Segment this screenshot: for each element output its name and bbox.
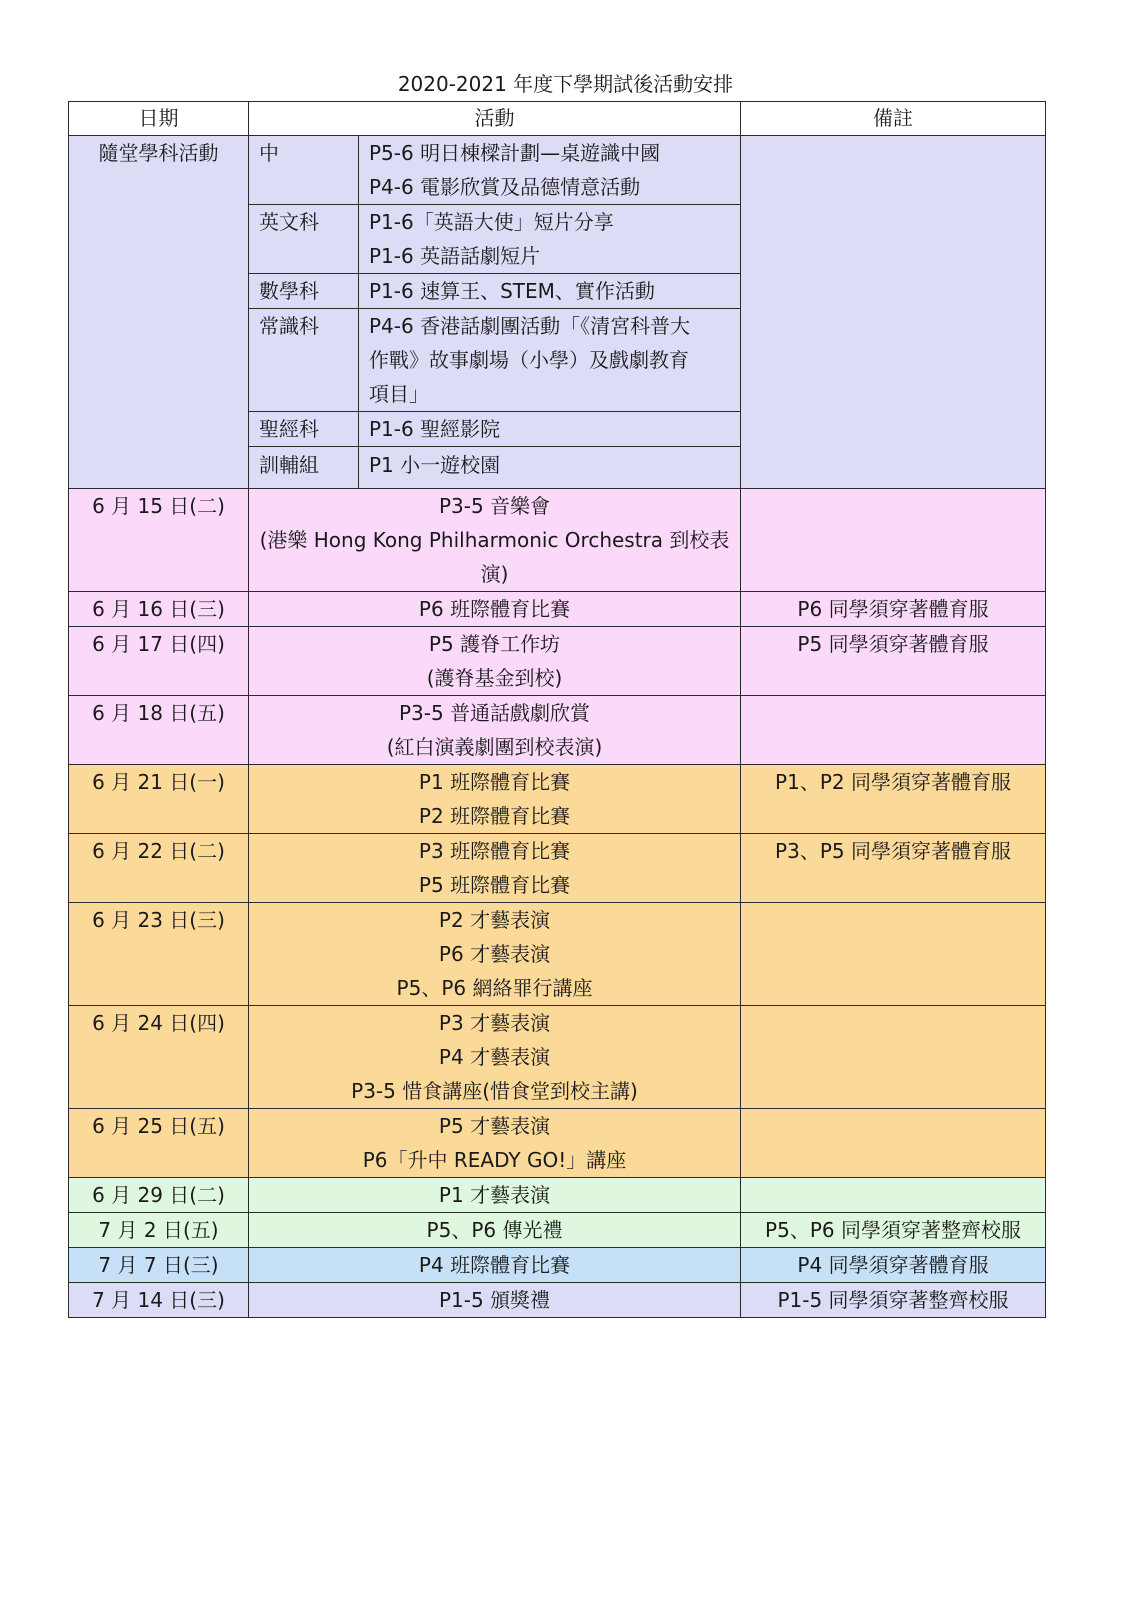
activity-line: P6 才藝表演 (438, 942, 551, 966)
row-date: 6 月 29 日(二) (69, 1178, 249, 1213)
row-date: 6 月 15 日(二) (69, 489, 249, 592)
row-date: 7 月 2 日(五) (69, 1213, 249, 1248)
subject-activities (359, 412, 741, 447)
activity-line: P5、P6 傳光禮 (426, 1218, 563, 1242)
row-remark: P1-5 同學須穿著整齊校服 (741, 1283, 1046, 1318)
row-remark (741, 1178, 1046, 1213)
activity-line: P3-5 音樂會 (438, 494, 551, 518)
activity-line: P6「升中 READY GO!」講座 (362, 1148, 627, 1172)
page-title: 2020-2021 年度下學期試後活動安排 (397, 72, 734, 96)
row-activity (249, 627, 741, 696)
row-activity (249, 1178, 741, 1213)
subject-name: 數學科 (249, 274, 359, 309)
activity-line: P5 護脊工作坊 (428, 632, 561, 656)
subject-name: 英文科 (249, 205, 359, 274)
row-date: 6 月 17 日(四) (69, 627, 249, 696)
subject-activities (359, 447, 741, 489)
activity-line: 作戰》故事劇場（小學）及戲劇教育 (369, 348, 689, 372)
activity-schedule-table (68, 101, 1046, 1318)
row-date: 6 月 21 日(一) (69, 765, 249, 834)
row-date: 6 月 22 日(二) (69, 834, 249, 903)
activity-line: P3-5 惜食講座(惜食堂到校主講) (351, 1079, 638, 1103)
row-remark (741, 1006, 1046, 1109)
row-remark: P3、P5 同學須穿著體育服 (741, 834, 1046, 903)
activity-line: P1-6 速算王、STEM、實作活動 (369, 279, 655, 303)
schedule-row (69, 765, 1046, 834)
schedule-row (69, 834, 1046, 903)
row-remark (741, 696, 1046, 765)
row-remark (741, 1109, 1046, 1178)
row-activity (249, 1109, 741, 1178)
schedule-row (69, 592, 1046, 627)
activity-line: (紅白演義劇團到校表演) (386, 735, 603, 759)
activity-line: P1-6 英語話劇短片 (369, 244, 541, 268)
schedule-row (69, 1006, 1046, 1109)
schedule-row (69, 1109, 1046, 1178)
activity-line: P2 才藝表演 (438, 908, 551, 932)
subject-name: 訓輔組 (249, 447, 359, 489)
schedule-row (69, 1248, 1046, 1283)
activity-line: P1-6 聖經影院 (369, 417, 501, 441)
row-date: 6 月 24 日(四) (69, 1006, 249, 1109)
header-date: 日期 (69, 102, 249, 136)
subject-name: 聖經科 (249, 412, 359, 447)
row-activity (249, 696, 741, 765)
activity-line: P4 才藝表演 (438, 1045, 551, 1069)
activity-line: P4-6 電影欣賞及品德情意活動 (369, 175, 641, 199)
activity-line: P4 班際體育比賽 (418, 1253, 571, 1277)
activity-line: P1 班際體育比賽 (418, 770, 571, 794)
subject-block-remark (741, 136, 1046, 489)
subject-activities (359, 136, 741, 205)
header-remarks: 備註 (741, 102, 1046, 136)
row-activity (249, 1248, 741, 1283)
activity-line: 演) (480, 562, 509, 586)
activity-line: P5、P6 網絡罪行講座 (396, 976, 593, 1000)
subject-activities (359, 274, 741, 309)
row-remark (741, 903, 1046, 1006)
row-activity (249, 1006, 741, 1109)
activity-line: P5-6 明日棟樑計劃—桌遊識中國 (369, 141, 661, 165)
row-activity (249, 834, 741, 903)
row-date: 6 月 25 日(五) (69, 1109, 249, 1178)
subject-activities (359, 205, 741, 274)
row-remark: P5 同學須穿著體育服 (741, 627, 1046, 696)
activity-line: P4-6 香港話劇團活動「《清宮科普大 (369, 314, 691, 338)
row-remark: P1、P2 同學須穿著體育服 (741, 765, 1046, 834)
activity-line: 項目」 (369, 382, 429, 406)
row-date: 7 月 14 日(三) (69, 1283, 249, 1318)
activity-line: P2 班際體育比賽 (418, 804, 571, 828)
activity-line: (護脊基金到校) (426, 666, 563, 690)
activity-line: (港樂 Hong Kong Philharmonic Orchestra 到校表 (259, 528, 730, 552)
row-activity (249, 1213, 741, 1248)
header-row (69, 102, 1046, 136)
row-remark (741, 489, 1046, 592)
row-activity (249, 903, 741, 1006)
subject-name: 常識科 (249, 309, 359, 412)
activity-line: P1 才藝表演 (438, 1183, 551, 1207)
schedule-row (69, 696, 1046, 765)
schedule-row (69, 627, 1046, 696)
row-date: 6 月 16 日(三) (69, 592, 249, 627)
schedule-row (69, 903, 1046, 1006)
row-remark: P5、P6 同學須穿著整齊校服 (741, 1213, 1046, 1248)
activity-line: P5 班際體育比賽 (418, 873, 571, 897)
schedule-row (69, 489, 1046, 592)
activity-line: P3 才藝表演 (438, 1011, 551, 1035)
subject-activities (359, 309, 741, 412)
row-activity (249, 489, 741, 592)
activity-line: P3 班際體育比賽 (418, 839, 571, 863)
header-activity: 活動 (249, 102, 741, 136)
row-date: 7 月 7 日(三) (69, 1248, 249, 1283)
activity-line: P3-5 普通話戲劇欣賞 (398, 701, 591, 725)
schedule-row (69, 1283, 1046, 1318)
row-remark: P4 同學須穿著體育服 (741, 1248, 1046, 1283)
row-remark: P6 同學須穿著體育服 (741, 592, 1046, 627)
activity-line: P5 才藝表演 (438, 1114, 551, 1138)
subject-row (69, 136, 1046, 205)
activity-line: P1-5 頒獎禮 (438, 1288, 551, 1312)
subject-block-label: 隨堂學科活動 (69, 136, 249, 489)
activity-line: P1 小一遊校園 (369, 453, 501, 477)
subject-name: 中 (249, 136, 359, 205)
row-date: 6 月 23 日(三) (69, 903, 249, 1006)
schedule-row (69, 1213, 1046, 1248)
activity-line: P1-6「英語大使」短片分享 (369, 210, 614, 234)
activity-line: P6 班際體育比賽 (418, 597, 571, 621)
row-date: 6 月 18 日(五) (69, 696, 249, 765)
row-activity (249, 1283, 741, 1318)
schedule-row (69, 1178, 1046, 1213)
row-activity (249, 592, 741, 627)
row-activity (249, 765, 741, 834)
